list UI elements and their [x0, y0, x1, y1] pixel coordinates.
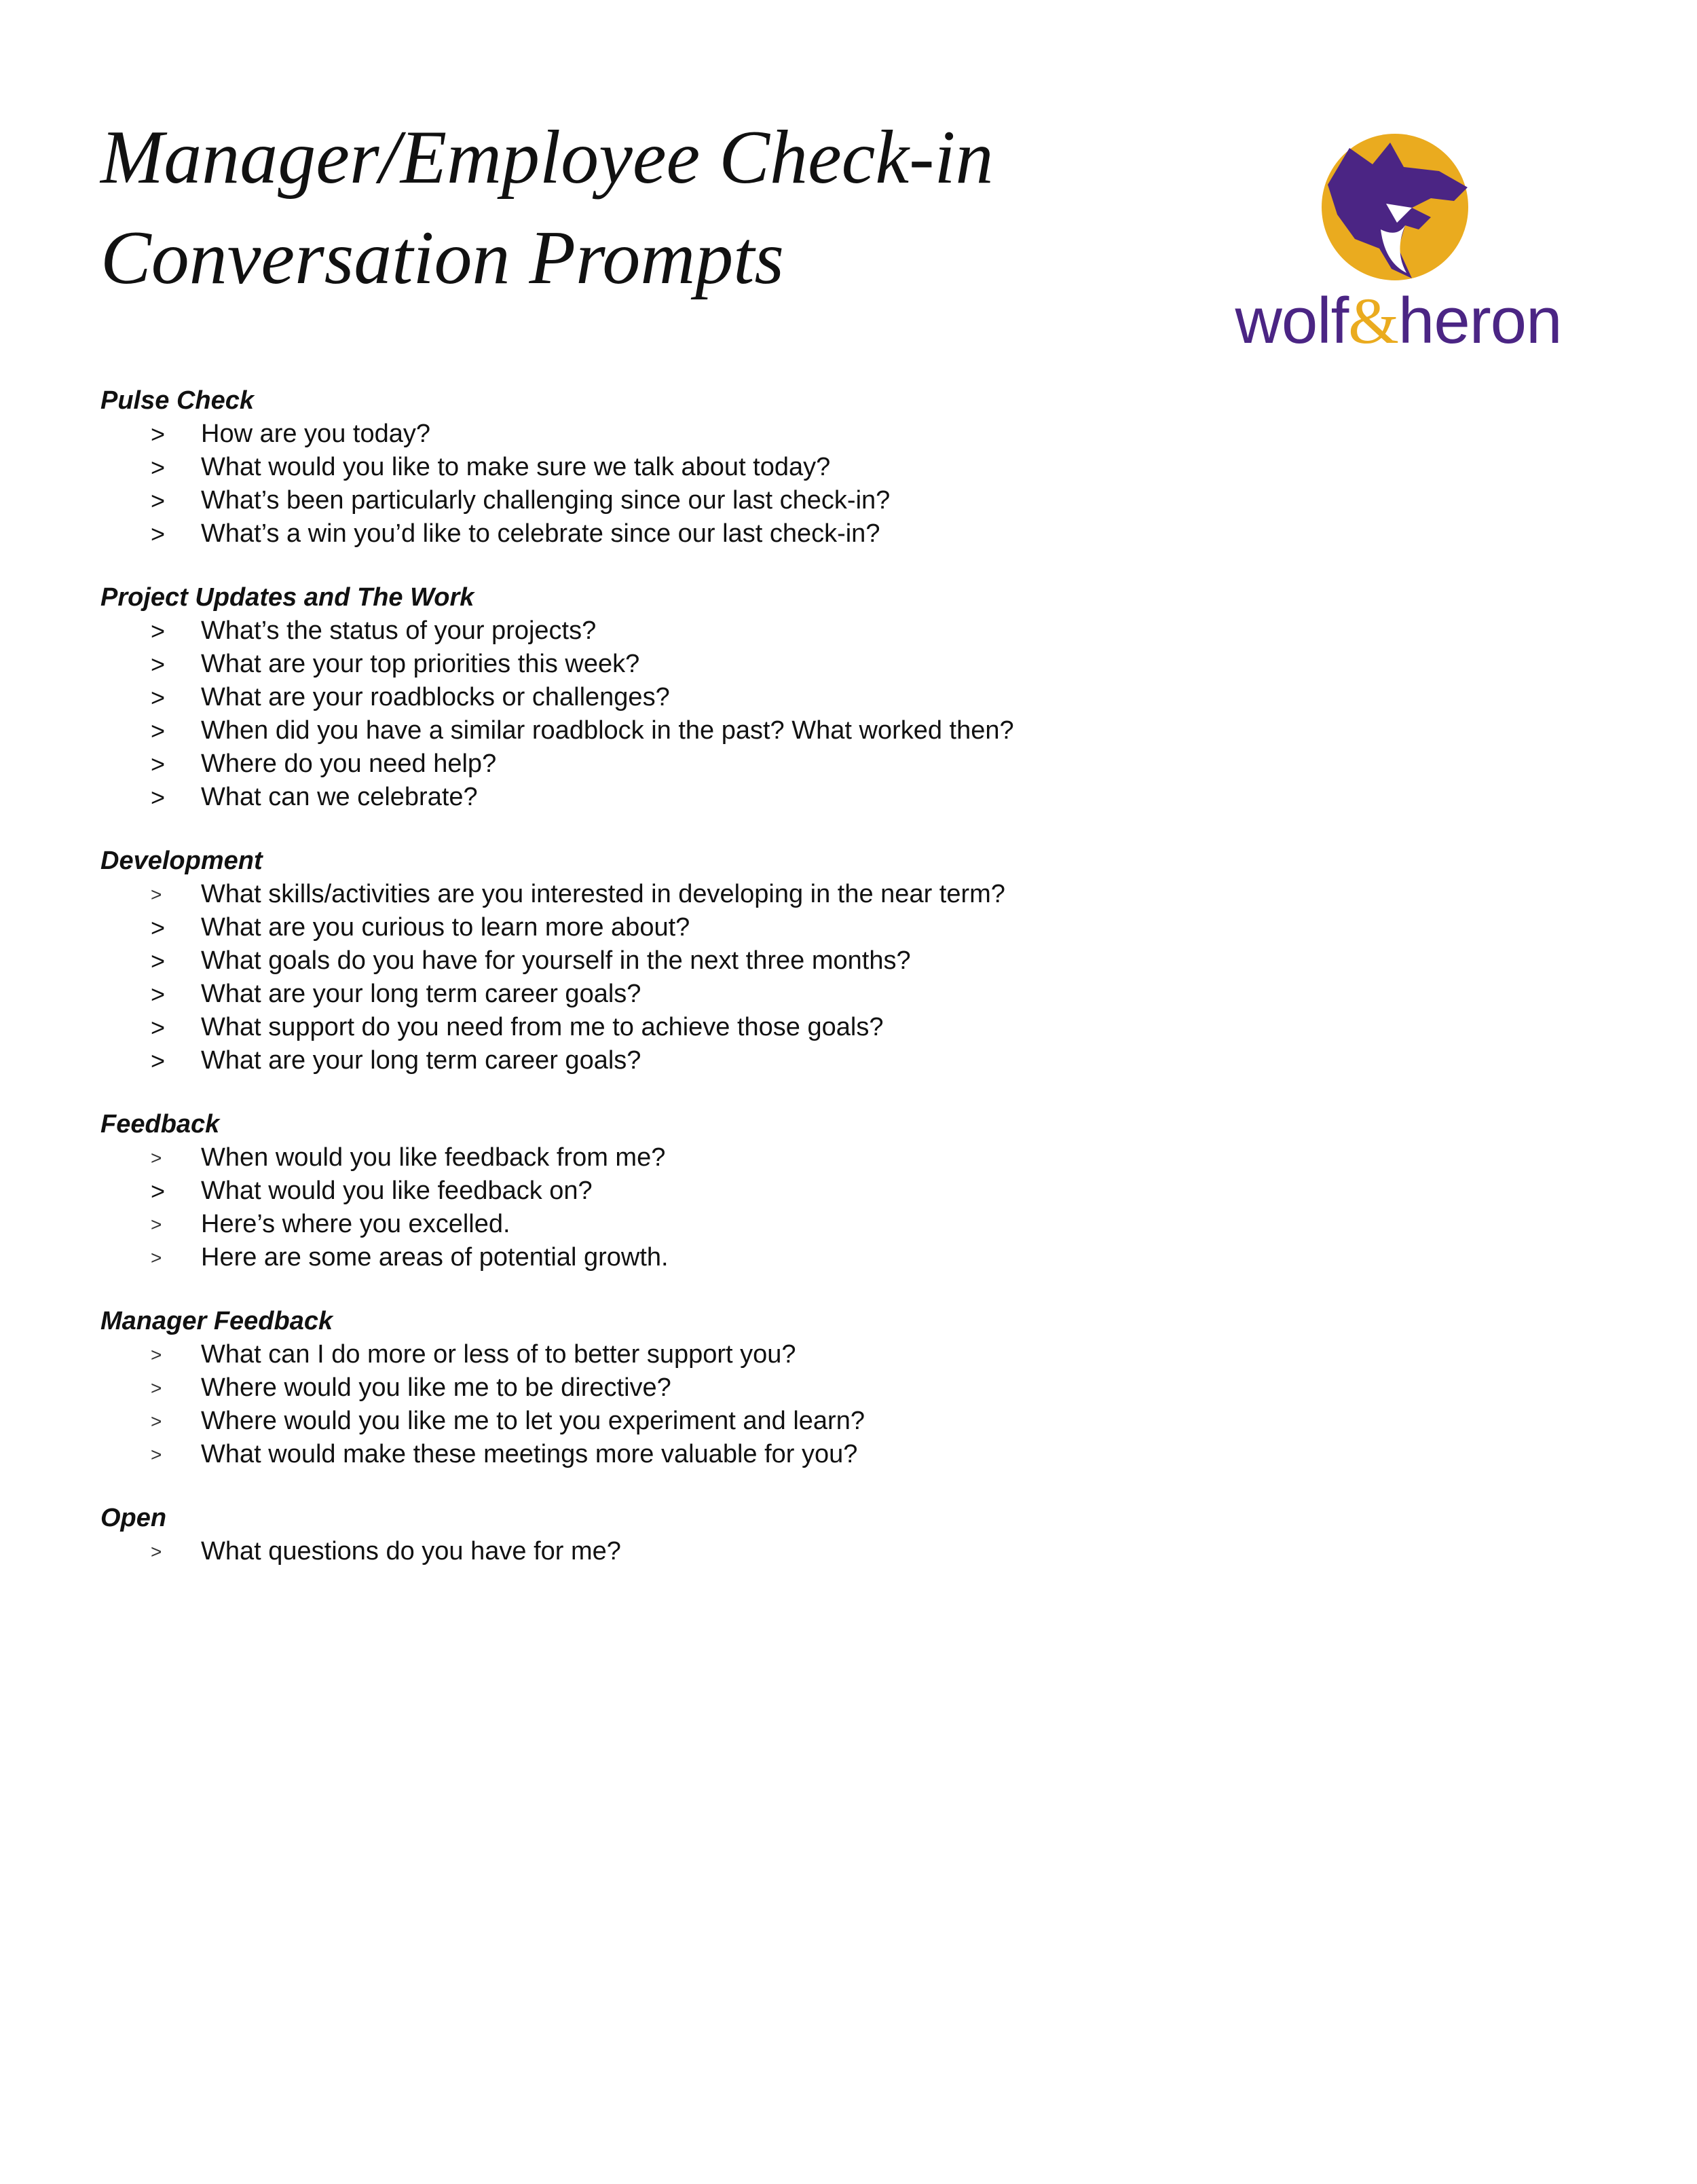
wolf-and-heron-logo	[1208, 122, 1588, 360]
prompt-text: What can I do more or less of to better support you?	[201, 1340, 796, 1369]
prompt-text: How are you today?	[201, 420, 430, 448]
logo-wordmark	[1208, 284, 1588, 358]
prompt-item	[100, 1338, 1594, 1371]
section-development	[100, 845, 1594, 1077]
prompt-list	[100, 1338, 1594, 1471]
bullet-arrow: >	[151, 750, 166, 778]
prompt-text: When did you have a similar roadblock in the past? What worked then?	[201, 716, 1014, 745]
prompt-text: What skills/activities are you interested in developing in the near term?	[201, 880, 1005, 908]
bullet-arrow: >	[151, 617, 166, 645]
prompt-text: Here are some areas of potential growth.	[201, 1243, 669, 1272]
prompt-item	[100, 1438, 1594, 1471]
prompt-text: What goals do you have for yourself in the next three months?	[201, 946, 911, 975]
prompt-list	[100, 1535, 1594, 1568]
bullet-arrow: >	[151, 980, 166, 1008]
prompt-text: What are your long term career goals?	[201, 1046, 641, 1075]
section-open	[100, 1502, 1594, 1568]
section-title: Open	[100, 1504, 167, 1532]
bullet-arrow: >	[151, 1344, 162, 1365]
prompt-item	[100, 681, 1594, 714]
section-feedback	[100, 1108, 1594, 1274]
prompt-item	[100, 714, 1594, 747]
logo-word-heron: heron	[1398, 284, 1562, 357]
bullet-arrow: >	[151, 684, 166, 711]
prompt-item	[100, 1241, 1594, 1274]
bullet-arrow: >	[151, 717, 166, 745]
bullet-arrow: >	[151, 1177, 166, 1205]
bullet-arrow: >	[151, 650, 166, 678]
bullet-arrow: >	[151, 1444, 162, 1465]
bullet-arrow: >	[151, 454, 166, 481]
bullet-arrow: >	[151, 1047, 166, 1075]
prompt-item	[100, 978, 1594, 1011]
prompt-item	[100, 1141, 1594, 1174]
prompt-item	[100, 1405, 1594, 1438]
prompt-item	[100, 1535, 1594, 1568]
prompt-item	[100, 1174, 1594, 1208]
section-pulse-check	[100, 384, 1594, 551]
prompt-text: What’s been particularly challenging since our last check-in?	[201, 486, 891, 515]
bullet-arrow: >	[151, 884, 162, 905]
bullet-arrow: >	[151, 947, 166, 975]
section-title: Feedback	[100, 1110, 220, 1139]
prompt-text: What support do you need from me to achieve those goals?	[201, 1013, 884, 1041]
bullet-arrow: >	[151, 520, 166, 548]
wolf-head-icon	[1310, 122, 1480, 292]
page-title-line-1: Manager/Employee Check-in	[100, 115, 994, 200]
prompt-text: What’s the status of your projects?	[201, 616, 597, 645]
prompt-text: What’s a win you’d like to celebrate since our last check-in?	[201, 519, 880, 548]
prompt-item	[100, 878, 1594, 911]
prompt-text: What would make these meetings more valuable for you?	[201, 1440, 858, 1468]
prompt-item	[100, 614, 1594, 648]
bullet-arrow: >	[151, 1541, 162, 1562]
prompt-sections	[100, 384, 1594, 1599]
section-title: Pulse Check	[100, 386, 254, 415]
bullet-arrow: >	[151, 1247, 162, 1268]
page-title-line-2: Conversation Prompts	[100, 216, 784, 300]
bullet-arrow: >	[151, 1411, 162, 1432]
prompt-text: Where would you like me to be directive?	[201, 1373, 671, 1402]
bullet-arrow: >	[151, 783, 166, 811]
prompt-text: What questions do you have for me?	[201, 1537, 621, 1566]
prompt-item	[100, 911, 1594, 944]
prompt-list	[100, 418, 1594, 551]
bullet-arrow: >	[151, 1214, 162, 1235]
section-title: Development	[100, 847, 263, 875]
prompt-item	[100, 451, 1594, 484]
bullet-arrow: >	[151, 1014, 166, 1041]
prompt-text: What would you like feedback on?	[201, 1177, 593, 1205]
prompt-item	[100, 944, 1594, 978]
logo-ampersand: &	[1348, 284, 1398, 357]
prompt-item	[100, 1208, 1594, 1241]
bullet-arrow: >	[151, 914, 166, 942]
prompt-text: What are your top priorities this week?	[201, 650, 640, 678]
prompt-item	[100, 1044, 1594, 1077]
prompt-text: When would you like feedback from me?	[201, 1143, 666, 1172]
prompt-text: Where do you need help?	[201, 749, 497, 778]
section-title: Manager Feedback	[100, 1307, 333, 1335]
prompt-item	[100, 648, 1594, 681]
bullet-arrow: >	[151, 487, 166, 515]
prompt-text: What are you curious to learn more about?	[201, 913, 690, 942]
prompt-text: Here’s where you excelled.	[201, 1210, 510, 1238]
prompt-list	[100, 614, 1594, 814]
prompt-item	[100, 781, 1594, 814]
prompt-text: What are your roadblocks or challenges?	[201, 683, 670, 711]
prompt-text: What would you like to make sure we talk about today?	[201, 453, 831, 481]
logo-word-wolf: wolf	[1235, 284, 1349, 357]
prompt-item	[100, 418, 1594, 451]
prompt-item	[100, 517, 1594, 551]
bullet-arrow: >	[151, 1377, 162, 1399]
bullet-arrow: >	[151, 1147, 162, 1168]
prompt-text: What are your long term career goals?	[201, 980, 641, 1008]
prompt-item	[100, 1011, 1594, 1044]
section-manager-feedback	[100, 1305, 1594, 1471]
prompt-item	[100, 1371, 1594, 1405]
prompt-text: Where would you like me to let you experiment and learn?	[201, 1407, 865, 1435]
page-title	[100, 107, 994, 308]
bullet-arrow: >	[151, 420, 166, 448]
prompt-list	[100, 1141, 1594, 1274]
prompt-item	[100, 484, 1594, 517]
prompt-item	[100, 747, 1594, 781]
prompt-list	[100, 878, 1594, 1077]
section-title: Project Updates and The Work	[100, 583, 474, 612]
prompt-text: What can we celebrate?	[201, 783, 478, 811]
section-project-updates	[100, 581, 1594, 814]
